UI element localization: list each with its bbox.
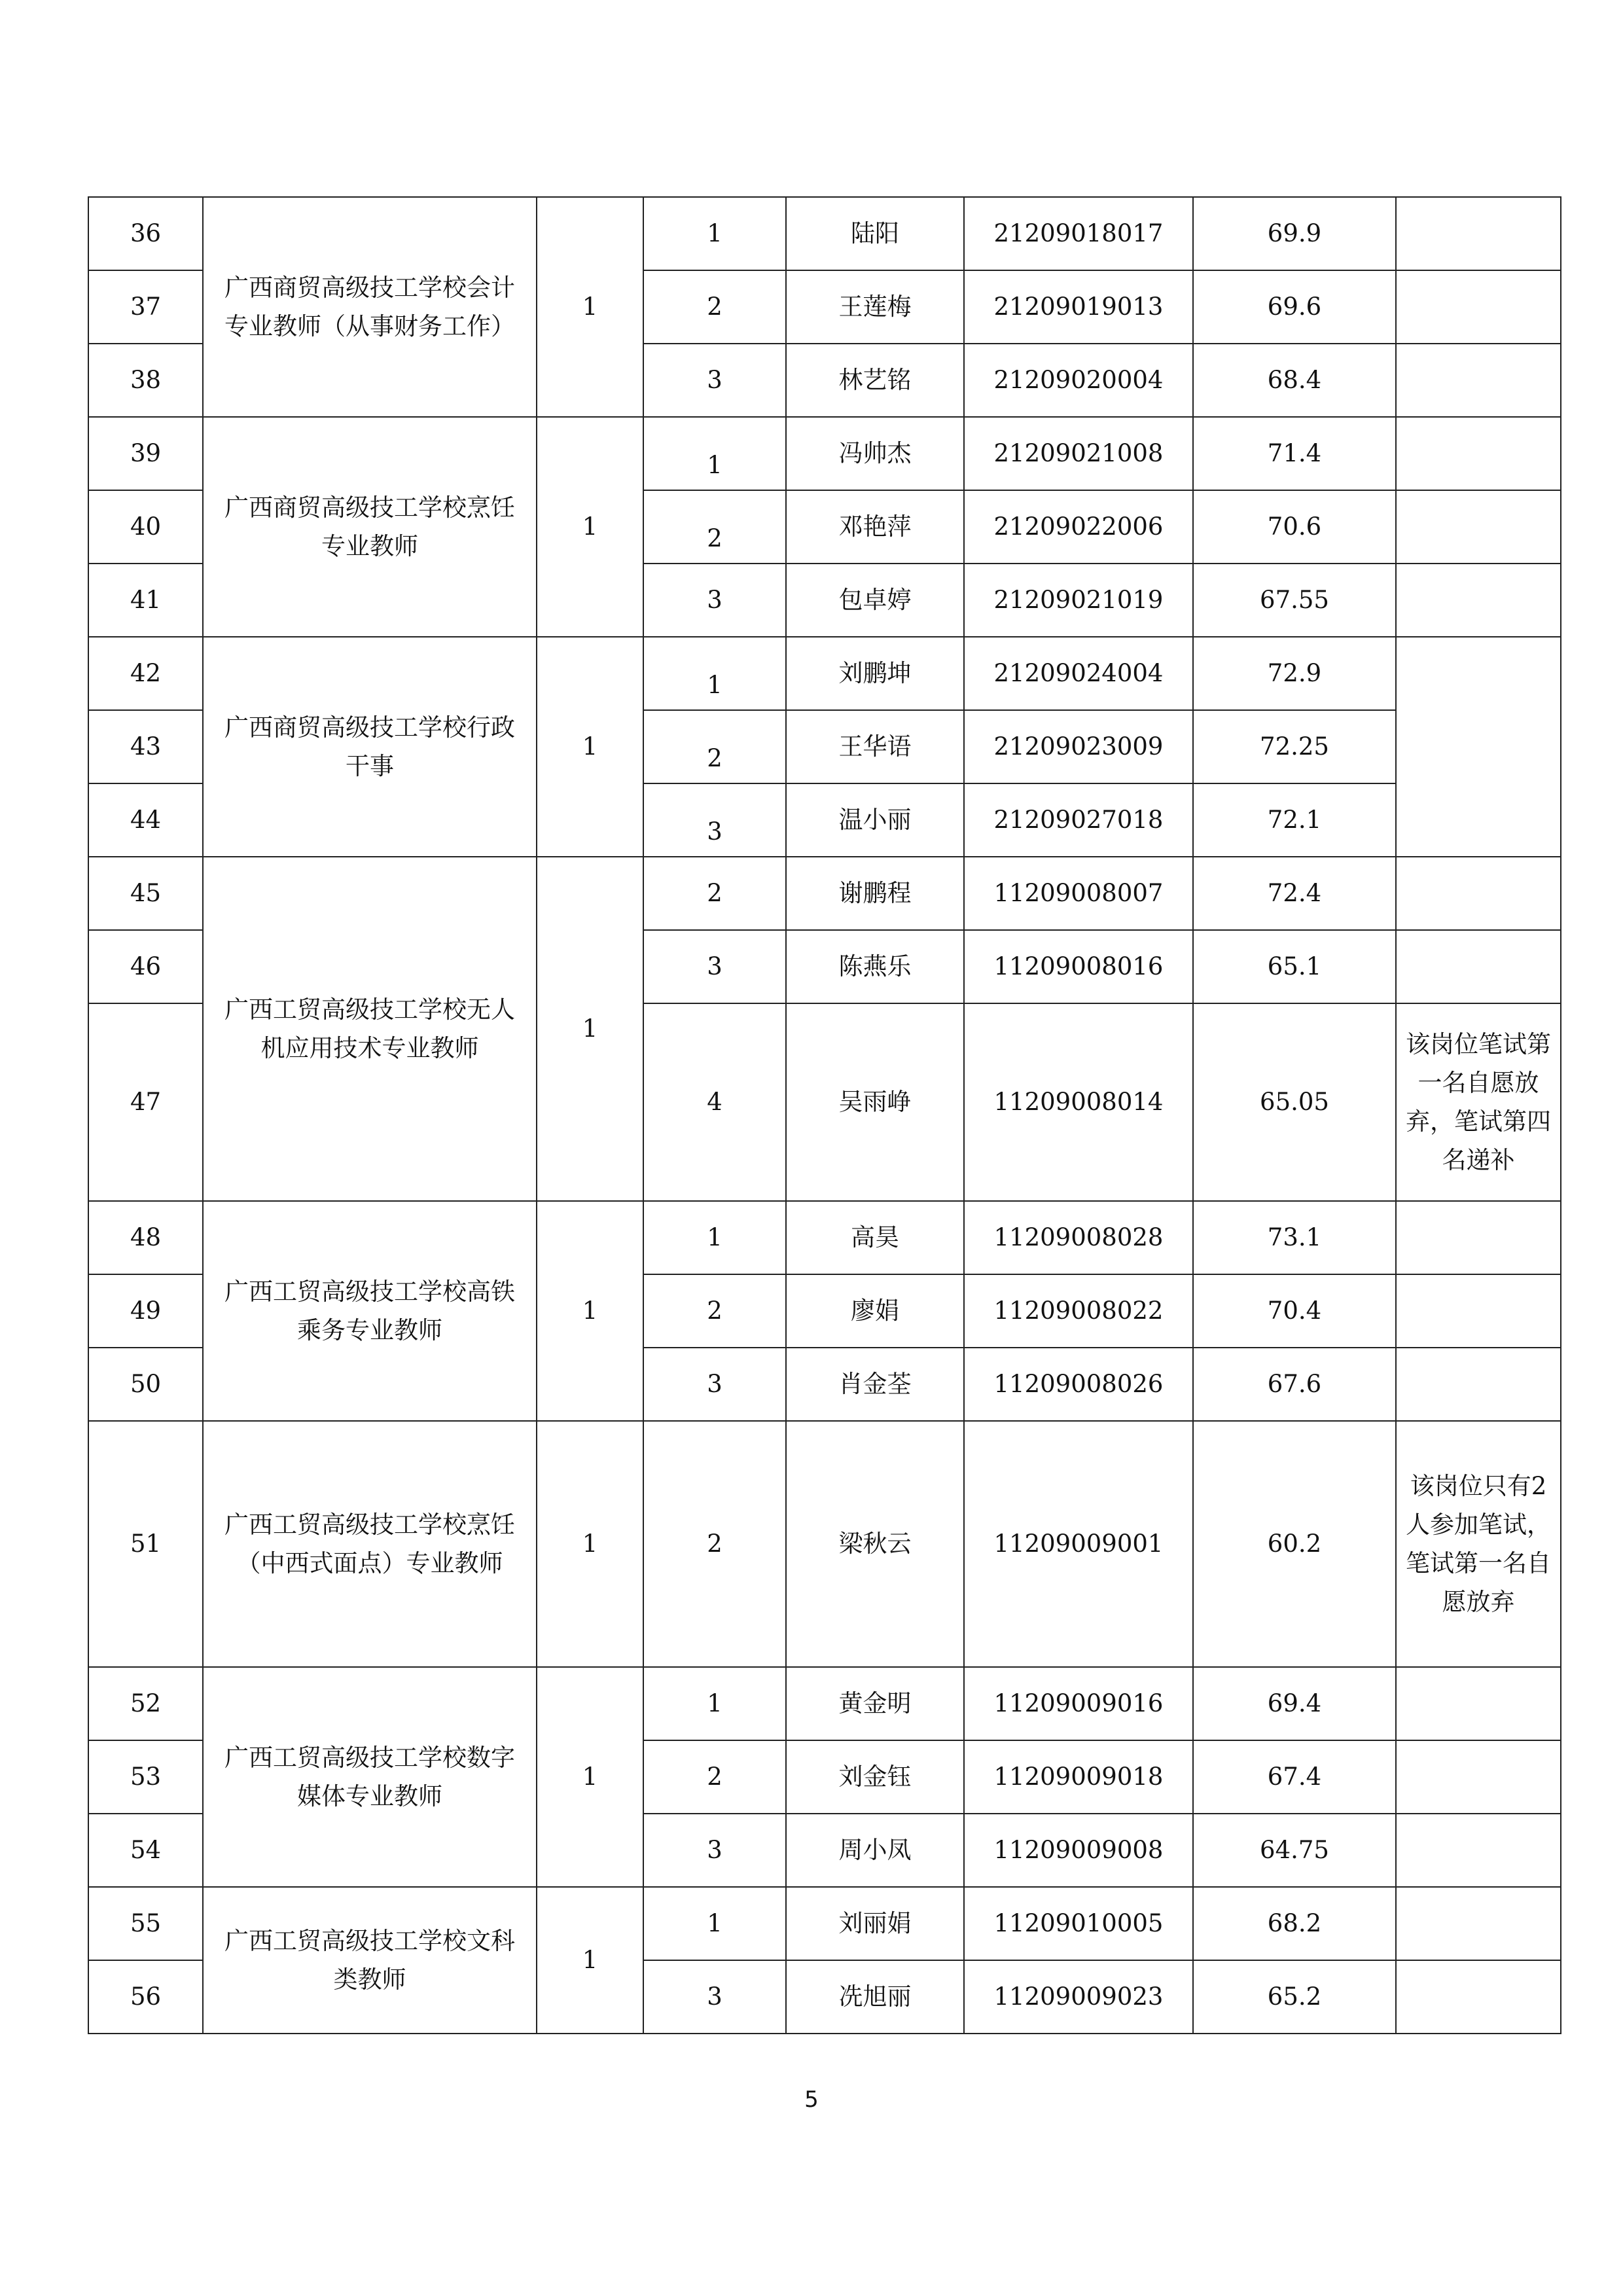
note-cell bbox=[1396, 197, 1561, 270]
note-cell bbox=[1396, 1274, 1561, 1348]
rank-cell: 3 bbox=[643, 564, 786, 637]
rank-cell bbox=[643, 637, 786, 710]
seq-cell: 52 bbox=[88, 1667, 203, 1740]
rank-cell: 3 bbox=[643, 1960, 786, 2034]
id-cell: 11209008016 bbox=[964, 930, 1193, 1003]
seq-cell: 36 bbox=[88, 197, 203, 270]
score-cell: 65.05 bbox=[1193, 1003, 1396, 1201]
rank-cell: 3 bbox=[643, 344, 786, 417]
seq-cell: 53 bbox=[88, 1740, 203, 1814]
name-cell: 包卓婷 bbox=[786, 564, 964, 637]
candidate-table bbox=[88, 196, 1561, 2034]
note-cell: 该岗位只有2 人参加笔试，笔试第一名自愿放弃 bbox=[1396, 1421, 1561, 1667]
id-cell: 21209021019 bbox=[964, 564, 1193, 637]
id-cell: 21209019013 bbox=[964, 270, 1193, 344]
score-cell: 72.25 bbox=[1193, 710, 1396, 783]
name-cell: 刘金钰 bbox=[786, 1740, 964, 1814]
score-cell: 65.1 bbox=[1193, 930, 1396, 1003]
rank-cell: 3 bbox=[643, 930, 786, 1003]
rank-cell: 1 bbox=[643, 1667, 786, 1740]
note-cell bbox=[1396, 857, 1561, 930]
score-cell: 68.2 bbox=[1193, 1887, 1396, 1960]
table-row bbox=[88, 637, 1561, 710]
id-cell: 11209008014 bbox=[964, 1003, 1193, 1201]
name-cell: 王莲梅 bbox=[786, 270, 964, 344]
name-cell: 肖金荃 bbox=[786, 1348, 964, 1421]
note-cell bbox=[1396, 1960, 1561, 2034]
quota-cell: 1 bbox=[537, 1421, 643, 1667]
rank-cell bbox=[643, 417, 786, 490]
table-row bbox=[88, 1887, 1561, 1960]
name-cell: 黄金明 bbox=[786, 1667, 964, 1740]
seq-cell: 46 bbox=[88, 930, 203, 1003]
score-cell: 71.4 bbox=[1193, 417, 1396, 490]
id-cell: 11209008028 bbox=[964, 1201, 1193, 1274]
post-cell: 广西工贸高级技工学校数字媒体专业教师 bbox=[203, 1667, 537, 1887]
quota-cell: 1 bbox=[537, 197, 643, 417]
note-cell bbox=[1396, 1814, 1561, 1887]
post-cell: 广西工贸高级技工学校烹饪（中西式面点）专业教师 bbox=[203, 1421, 537, 1667]
table-row bbox=[88, 417, 1561, 490]
rank-value: 3 bbox=[707, 817, 722, 846]
name-cell: 邓艳萍 bbox=[786, 490, 964, 564]
name-cell: 刘鹏坤 bbox=[786, 637, 964, 710]
id-cell: 11209009023 bbox=[964, 1960, 1193, 2034]
seq-cell: 51 bbox=[88, 1421, 203, 1667]
quota-cell: 1 bbox=[537, 857, 643, 1201]
score-cell: 72.9 bbox=[1193, 637, 1396, 710]
rank-cell: 1 bbox=[643, 197, 786, 270]
table-row bbox=[88, 1667, 1561, 1740]
seq-cell: 38 bbox=[88, 344, 203, 417]
quota-cell: 1 bbox=[537, 1201, 643, 1421]
quota-cell: 1 bbox=[537, 1667, 643, 1887]
seq-cell: 42 bbox=[88, 637, 203, 710]
table-row bbox=[88, 857, 1561, 930]
name-cell: 吴雨峥 bbox=[786, 1003, 964, 1201]
score-cell: 70.4 bbox=[1193, 1274, 1396, 1348]
id-cell: 21209018017 bbox=[964, 197, 1193, 270]
seq-cell: 50 bbox=[88, 1348, 203, 1421]
id-cell: 11209008007 bbox=[964, 857, 1193, 930]
quota-cell: 1 bbox=[537, 417, 643, 637]
post-cell: 广西商贸高级技工学校烹饪专业教师 bbox=[203, 417, 537, 637]
score-cell: 70.6 bbox=[1193, 490, 1396, 564]
rank-cell bbox=[643, 490, 786, 564]
name-cell: 谢鹏程 bbox=[786, 857, 964, 930]
rank-cell: 3 bbox=[643, 1348, 786, 1421]
rank-cell bbox=[643, 710, 786, 783]
name-cell: 王华语 bbox=[786, 710, 964, 783]
rank-cell: 2 bbox=[643, 1421, 786, 1667]
rank-value: 1 bbox=[707, 671, 722, 700]
name-cell: 陈燕乐 bbox=[786, 930, 964, 1003]
name-cell: 刘丽娟 bbox=[786, 1887, 964, 1960]
note-cell bbox=[1396, 637, 1561, 857]
name-cell: 冼旭丽 bbox=[786, 1960, 964, 2034]
seq-cell: 49 bbox=[88, 1274, 203, 1348]
id-cell: 11209009001 bbox=[964, 1421, 1193, 1667]
rank-cell: 2 bbox=[643, 857, 786, 930]
post-cell: 广西工贸高级技工学校文科类教师 bbox=[203, 1887, 537, 2034]
seq-cell: 44 bbox=[88, 783, 203, 857]
id-cell: 21209027018 bbox=[964, 783, 1193, 857]
name-cell: 廖娟 bbox=[786, 1274, 964, 1348]
id-cell: 11209010005 bbox=[964, 1887, 1193, 1960]
note-cell bbox=[1396, 490, 1561, 564]
rank-value: 2 bbox=[707, 744, 722, 773]
note-cell bbox=[1396, 1201, 1561, 1274]
rank-cell: 2 bbox=[643, 270, 786, 344]
note-cell bbox=[1396, 564, 1561, 637]
score-cell: 64.75 bbox=[1193, 1814, 1396, 1887]
name-cell: 周小凤 bbox=[786, 1814, 964, 1887]
seq-cell: 55 bbox=[88, 1887, 203, 1960]
seq-cell: 47 bbox=[88, 1003, 203, 1201]
seq-cell: 48 bbox=[88, 1201, 203, 1274]
id-cell: 21209020004 bbox=[964, 344, 1193, 417]
id-cell: 11209009008 bbox=[964, 1814, 1193, 1887]
name-cell: 温小丽 bbox=[786, 783, 964, 857]
id-cell: 11209009018 bbox=[964, 1740, 1193, 1814]
id-cell: 21209023009 bbox=[964, 710, 1193, 783]
rank-cell bbox=[643, 783, 786, 857]
table-row bbox=[88, 1201, 1561, 1274]
name-cell: 梁秋云 bbox=[786, 1421, 964, 1667]
note-cell: 该岗位笔试第一名自愿放弃，笔试第四名递补 bbox=[1396, 1003, 1561, 1201]
name-cell: 高昊 bbox=[786, 1201, 964, 1274]
post-cell: 广西商贸高级技工学校会计专业教师（从事财务工作） bbox=[203, 197, 537, 417]
seq-cell: 37 bbox=[88, 270, 203, 344]
post-cell: 广西商贸高级技工学校行政干事 bbox=[203, 637, 537, 857]
rank-value: 1 bbox=[707, 451, 722, 480]
note-cell bbox=[1396, 1887, 1561, 1960]
score-cell: 67.4 bbox=[1193, 1740, 1396, 1814]
rank-cell: 2 bbox=[643, 1740, 786, 1814]
score-cell: 69.6 bbox=[1193, 270, 1396, 344]
id-cell: 21209024004 bbox=[964, 637, 1193, 710]
id-cell: 21209022006 bbox=[964, 490, 1193, 564]
post-cell: 广西工贸高级技工学校无人机应用技术专业教师 bbox=[203, 857, 537, 1201]
name-cell: 林艺铭 bbox=[786, 344, 964, 417]
score-cell: 72.4 bbox=[1193, 857, 1396, 930]
table-row bbox=[88, 1421, 1561, 1667]
seq-cell: 40 bbox=[88, 490, 203, 564]
note-cell bbox=[1396, 344, 1561, 417]
score-cell: 73.1 bbox=[1193, 1201, 1396, 1274]
name-cell: 冯帅杰 bbox=[786, 417, 964, 490]
seq-cell: 43 bbox=[88, 710, 203, 783]
table-row bbox=[88, 197, 1561, 270]
id-cell: 11209009016 bbox=[964, 1667, 1193, 1740]
score-cell: 69.4 bbox=[1193, 1667, 1396, 1740]
score-cell: 67.6 bbox=[1193, 1348, 1396, 1421]
id-cell: 21209021008 bbox=[964, 417, 1193, 490]
seq-cell: 39 bbox=[88, 417, 203, 490]
score-cell: 65.2 bbox=[1193, 1960, 1396, 2034]
score-cell: 68.4 bbox=[1193, 344, 1396, 417]
note-cell bbox=[1396, 1667, 1561, 1740]
note-cell bbox=[1396, 417, 1561, 490]
name-cell: 陆阳 bbox=[786, 197, 964, 270]
quota-cell: 1 bbox=[537, 637, 643, 857]
note-cell bbox=[1396, 270, 1561, 344]
rank-cell: 3 bbox=[643, 1814, 786, 1887]
post-cell: 广西工贸高级技工学校高铁乘务专业教师 bbox=[203, 1201, 537, 1421]
seq-cell: 54 bbox=[88, 1814, 203, 1887]
page-number: 5 bbox=[804, 2087, 819, 2113]
score-cell: 67.55 bbox=[1193, 564, 1396, 637]
seq-cell: 41 bbox=[88, 564, 203, 637]
id-cell: 11209008022 bbox=[964, 1274, 1193, 1348]
rank-cell: 1 bbox=[643, 1201, 786, 1274]
seq-cell: 56 bbox=[88, 1960, 203, 2034]
note-cell bbox=[1396, 1740, 1561, 1814]
rank-value: 2 bbox=[707, 524, 722, 553]
rank-cell: 4 bbox=[643, 1003, 786, 1201]
score-cell: 72.1 bbox=[1193, 783, 1396, 857]
score-cell: 60.2 bbox=[1193, 1421, 1396, 1667]
seq-cell: 45 bbox=[88, 857, 203, 930]
note-cell bbox=[1396, 1348, 1561, 1421]
rank-cell: 2 bbox=[643, 1274, 786, 1348]
quota-cell: 1 bbox=[537, 1887, 643, 2034]
score-cell: 69.9 bbox=[1193, 197, 1396, 270]
rank-cell: 1 bbox=[643, 1887, 786, 1960]
note-cell bbox=[1396, 930, 1561, 1003]
id-cell: 11209008026 bbox=[964, 1348, 1193, 1421]
